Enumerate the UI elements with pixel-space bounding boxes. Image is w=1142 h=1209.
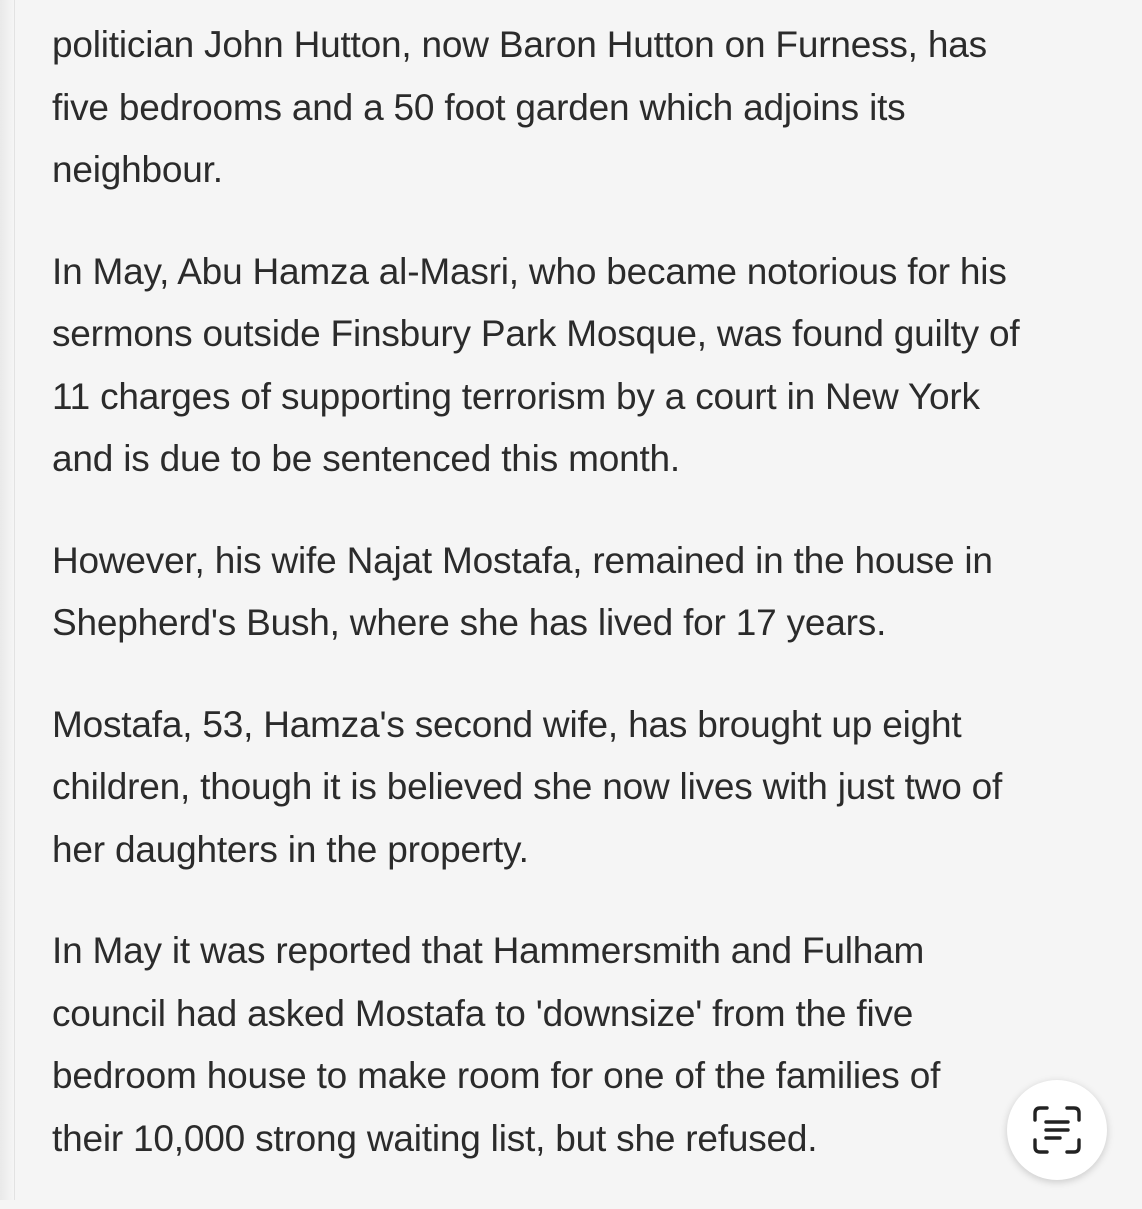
paragraph-2 — [52, 241, 1142, 491]
text-line: bedroom house to make room for one of the families of — [52, 1055, 941, 1096]
paragraph-3 — [52, 530, 1142, 655]
text-line: sermons outside Finsbury Park Mosque, was found guilty of — [52, 313, 1020, 354]
live-text-scan-button[interactable] — [1007, 1080, 1107, 1180]
page-left-edge — [0, 0, 15, 1200]
text-line: In May it was reported that Hammersmith and Fulham — [52, 930, 925, 971]
text-line: Shepherd's Bush, where she has lived for 17 years. — [52, 602, 887, 643]
text-line: their 10,000 strong waiting list, but she refused. — [52, 1117, 818, 1159]
text-line: However, his wife Najat Mostafa, remained in the house in — [52, 539, 993, 581]
text-line: Mostafa, 53, Hamza's second wife, has brought up eight — [52, 703, 962, 745]
article-body — [52, 14, 1142, 1209]
text-line: her daughters in the property. — [52, 828, 529, 870]
paragraph-4 — [52, 694, 1142, 882]
text-line: children, though it is believed she now lives with just two of — [52, 766, 1003, 807]
text-line: In May, Abu Hamza al-Masri, who became notorious for his — [52, 250, 1007, 292]
text-line: council had asked Mostafa to 'downsize' from the five — [52, 992, 914, 1034]
text-line: neighbour. — [52, 149, 223, 190]
text-line: and is due to be sentenced this month. — [52, 438, 680, 479]
paragraph-1 — [52, 14, 1142, 202]
paragraph-5 — [52, 920, 1142, 1170]
text-line: five bedrooms and a 50 foot garden which adjoins its — [52, 86, 906, 128]
text-line: politician John Hutton, now Baron Hutton on Furness, has — [52, 24, 987, 65]
text-line: 11 charges of supporting terrorism by a court in New York — [52, 375, 980, 417]
text-scan-icon — [1031, 1104, 1083, 1156]
